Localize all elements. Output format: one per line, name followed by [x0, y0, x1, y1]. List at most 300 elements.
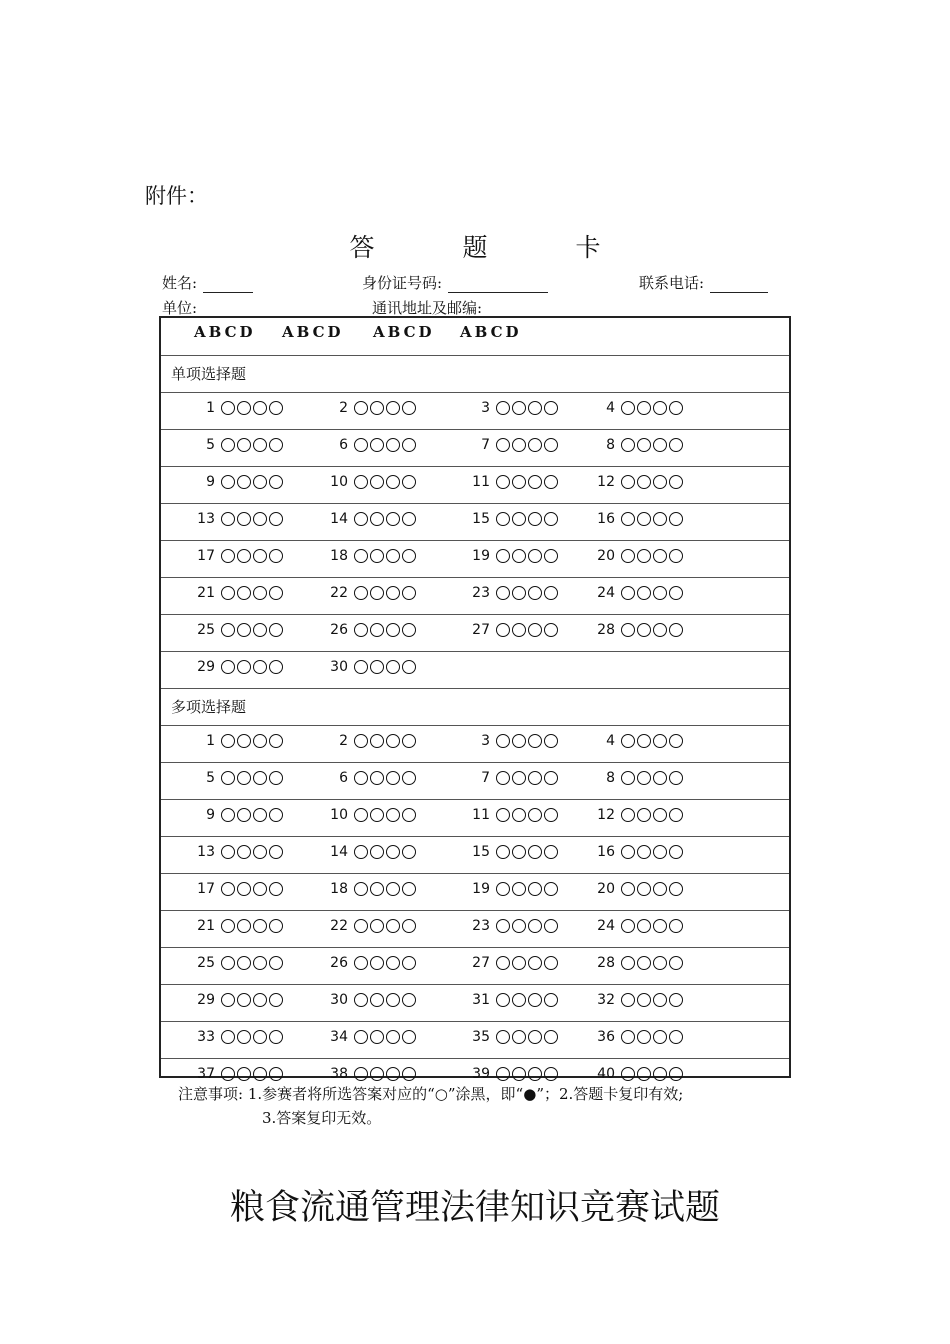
- option-a-bubble[interactable]: [496, 808, 510, 822]
- option-d-bubble[interactable]: [269, 993, 283, 1007]
- option-d-bubble[interactable]: [669, 1067, 683, 1081]
- option-b-bubble[interactable]: [370, 586, 384, 600]
- option-a-bubble[interactable]: [221, 993, 235, 1007]
- option-a-bubble[interactable]: [221, 956, 235, 970]
- option-d-bubble[interactable]: [669, 919, 683, 933]
- option-a-bubble[interactable]: [496, 475, 510, 489]
- option-d-bubble[interactable]: [544, 1030, 558, 1044]
- option-d-bubble[interactable]: [544, 993, 558, 1007]
- option-a-bubble[interactable]: [621, 623, 635, 637]
- option-d-bubble[interactable]: [269, 623, 283, 637]
- option-a-bubble[interactable]: [621, 993, 635, 1007]
- option-c-bubble[interactable]: [653, 623, 667, 637]
- option-b-bubble[interactable]: [237, 734, 251, 748]
- option-b-bubble[interactable]: [637, 771, 651, 785]
- option-c-bubble[interactable]: [653, 845, 667, 859]
- question-row: [161, 430, 789, 467]
- option-b-bubble[interactable]: [512, 549, 526, 563]
- option-a-bubble[interactable]: [354, 956, 368, 970]
- option-b-bubble[interactable]: [512, 956, 526, 970]
- option-a-bubble[interactable]: [354, 401, 368, 415]
- option-d-bubble[interactable]: [269, 1067, 283, 1081]
- option-d-bubble[interactable]: [269, 882, 283, 896]
- option-c-bubble[interactable]: [386, 956, 400, 970]
- option-b-bubble[interactable]: [237, 1067, 251, 1081]
- option-b-bubble[interactable]: [370, 475, 384, 489]
- option-d-bubble[interactable]: [669, 845, 683, 859]
- option-header-1: ABCD: [194, 323, 256, 341]
- option-c-bubble[interactable]: [653, 1067, 667, 1081]
- question-item: [324, 770, 418, 786]
- option-b-bubble[interactable]: [370, 512, 384, 526]
- option-a-bubble[interactable]: [354, 771, 368, 785]
- option-a-bubble[interactable]: [221, 586, 235, 600]
- option-c-bubble[interactable]: [653, 882, 667, 896]
- option-c-bubble[interactable]: [528, 401, 542, 415]
- option-d-bubble[interactable]: [544, 845, 558, 859]
- option-a-bubble[interactable]: [496, 401, 510, 415]
- option-b-bubble[interactable]: [237, 586, 251, 600]
- option-c-bubble[interactable]: [253, 919, 267, 933]
- option-a-bubble[interactable]: [621, 586, 635, 600]
- option-a-bubble[interactable]: [621, 475, 635, 489]
- option-d-bubble[interactable]: [544, 919, 558, 933]
- option-d-bubble[interactable]: [544, 586, 558, 600]
- option-d-bubble[interactable]: [544, 808, 558, 822]
- option-a-bubble[interactable]: [621, 1067, 635, 1081]
- option-a-bubble[interactable]: [221, 401, 235, 415]
- option-b-bubble[interactable]: [237, 882, 251, 896]
- option-c-bubble[interactable]: [253, 660, 267, 674]
- option-c-bubble[interactable]: [386, 512, 400, 526]
- option-a-bubble[interactable]: [354, 623, 368, 637]
- option-a-bubble[interactable]: [354, 512, 368, 526]
- option-b-bubble[interactable]: [237, 401, 251, 415]
- option-b-bubble[interactable]: [512, 438, 526, 452]
- option-b-bubble[interactable]: [370, 808, 384, 822]
- option-a-bubble[interactable]: [354, 438, 368, 452]
- option-b-bubble[interactable]: [512, 993, 526, 1007]
- option-d-bubble[interactable]: [402, 1067, 416, 1081]
- option-b-bubble[interactable]: [512, 771, 526, 785]
- option-b-bubble[interactable]: [637, 845, 651, 859]
- option-a-bubble[interactable]: [496, 734, 510, 748]
- question-item: [191, 585, 285, 601]
- option-c-bubble[interactable]: [528, 882, 542, 896]
- option-c-bubble[interactable]: [653, 438, 667, 452]
- option-b-bubble[interactable]: [637, 475, 651, 489]
- option-d-bubble[interactable]: [544, 438, 558, 452]
- option-d-bubble[interactable]: [402, 623, 416, 637]
- question-number: 7: [481, 437, 490, 453]
- option-d-bubble[interactable]: [402, 808, 416, 822]
- option-b-bubble[interactable]: [370, 401, 384, 415]
- option-d-bubble[interactable]: [402, 586, 416, 600]
- option-c-bubble[interactable]: [528, 919, 542, 933]
- option-a-bubble[interactable]: [354, 734, 368, 748]
- option-b-bubble[interactable]: [237, 808, 251, 822]
- option-c-bubble[interactable]: [386, 623, 400, 637]
- option-a-bubble[interactable]: [354, 475, 368, 489]
- option-c-bubble[interactable]: [253, 993, 267, 1007]
- option-a-bubble[interactable]: [221, 734, 235, 748]
- option-a-bubble[interactable]: [621, 1030, 635, 1044]
- option-c-bubble[interactable]: [386, 586, 400, 600]
- option-d-bubble[interactable]: [669, 623, 683, 637]
- option-d-bubble[interactable]: [669, 586, 683, 600]
- option-d-bubble[interactable]: [544, 734, 558, 748]
- phone-blank[interactable]: [710, 278, 768, 293]
- option-d-bubble[interactable]: [402, 438, 416, 452]
- option-b-bubble[interactable]: [237, 845, 251, 859]
- option-c-bubble[interactable]: [253, 401, 267, 415]
- option-a-bubble[interactable]: [496, 882, 510, 896]
- option-b-bubble[interactable]: [637, 808, 651, 822]
- option-b-bubble[interactable]: [237, 512, 251, 526]
- option-a-bubble[interactable]: [621, 512, 635, 526]
- option-c-bubble[interactable]: [528, 1030, 542, 1044]
- option-c-bubble[interactable]: [528, 512, 542, 526]
- option-a-bubble[interactable]: [496, 771, 510, 785]
- option-d-bubble[interactable]: [669, 1030, 683, 1044]
- option-b-bubble[interactable]: [237, 771, 251, 785]
- question-item: [191, 437, 285, 453]
- option-d-bubble[interactable]: [402, 845, 416, 859]
- option-d-bubble[interactable]: [544, 771, 558, 785]
- option-c-bubble[interactable]: [528, 808, 542, 822]
- option-a-bubble[interactable]: [221, 882, 235, 896]
- option-c-bubble[interactable]: [528, 623, 542, 637]
- option-c-bubble[interactable]: [528, 993, 542, 1007]
- option-c-bubble[interactable]: [253, 845, 267, 859]
- address-field: [372, 297, 780, 318]
- option-a-bubble[interactable]: [496, 512, 510, 526]
- option-a-bubble[interactable]: [221, 512, 235, 526]
- option-c-bubble[interactable]: [253, 586, 267, 600]
- option-b-bubble[interactable]: [237, 438, 251, 452]
- option-c-bubble[interactable]: [653, 771, 667, 785]
- option-c-bubble[interactable]: [528, 1067, 542, 1081]
- question-number: 23: [472, 918, 490, 934]
- option-a-bubble[interactable]: [621, 401, 635, 415]
- option-b-bubble[interactable]: [637, 1067, 651, 1081]
- option-c-bubble[interactable]: [253, 512, 267, 526]
- option-c-bubble[interactable]: [386, 438, 400, 452]
- option-b-bubble[interactable]: [512, 512, 526, 526]
- option-d-bubble[interactable]: [269, 401, 283, 415]
- option-c-bubble[interactable]: [528, 956, 542, 970]
- option-d-bubble[interactable]: [669, 438, 683, 452]
- option-a-bubble[interactable]: [221, 1067, 235, 1081]
- option-c-bubble[interactable]: [253, 549, 267, 563]
- option-c-bubble[interactable]: [653, 512, 667, 526]
- option-a-bubble[interactable]: [621, 919, 635, 933]
- option-a-bubble[interactable]: [354, 1067, 368, 1081]
- option-b-bubble[interactable]: [512, 586, 526, 600]
- option-d-bubble[interactable]: [544, 882, 558, 896]
- option-c-bubble[interactable]: [386, 845, 400, 859]
- option-a-bubble[interactable]: [354, 882, 368, 896]
- option-b-bubble[interactable]: [237, 993, 251, 1007]
- option-a-bubble[interactable]: [221, 475, 235, 489]
- option-c-bubble[interactable]: [386, 1067, 400, 1081]
- option-d-bubble[interactable]: [402, 993, 416, 1007]
- option-c-bubble[interactable]: [253, 956, 267, 970]
- option-c-bubble[interactable]: [653, 734, 667, 748]
- option-b-bubble[interactable]: [237, 660, 251, 674]
- option-c-bubble[interactable]: [386, 771, 400, 785]
- option-b-bubble[interactable]: [637, 623, 651, 637]
- option-c-bubble[interactable]: [253, 882, 267, 896]
- option-c-bubble[interactable]: [528, 734, 542, 748]
- option-b-bubble[interactable]: [512, 623, 526, 637]
- question-number: 13: [197, 844, 215, 860]
- option-b-bubble[interactable]: [370, 549, 384, 563]
- option-b-bubble[interactable]: [370, 734, 384, 748]
- option-c-bubble[interactable]: [528, 438, 542, 452]
- option-a-bubble[interactable]: [621, 808, 635, 822]
- option-d-bubble[interactable]: [269, 808, 283, 822]
- option-a-bubble[interactable]: [354, 1030, 368, 1044]
- option-d-bubble[interactable]: [669, 993, 683, 1007]
- option-d-bubble[interactable]: [544, 401, 558, 415]
- option-b-bubble[interactable]: [370, 1067, 384, 1081]
- question-number: 8: [606, 437, 615, 453]
- option-a-bubble[interactable]: [496, 956, 510, 970]
- option-c-bubble[interactable]: [653, 586, 667, 600]
- option-d-bubble[interactable]: [269, 845, 283, 859]
- option-b-bubble[interactable]: [637, 512, 651, 526]
- option-d-bubble[interactable]: [669, 475, 683, 489]
- option-d-bubble[interactable]: [669, 549, 683, 563]
- option-b-bubble[interactable]: [637, 1030, 651, 1044]
- option-a-bubble[interactable]: [221, 808, 235, 822]
- option-b-bubble[interactable]: [637, 586, 651, 600]
- option-b-bubble[interactable]: [512, 845, 526, 859]
- option-a-bubble[interactable]: [221, 919, 235, 933]
- option-c-bubble[interactable]: [253, 1067, 267, 1081]
- option-a-bubble[interactable]: [621, 771, 635, 785]
- option-a-bubble[interactable]: [496, 1030, 510, 1044]
- option-a-bubble[interactable]: [621, 845, 635, 859]
- option-b-bubble[interactable]: [637, 734, 651, 748]
- option-c-bubble[interactable]: [386, 1030, 400, 1044]
- option-d-bubble[interactable]: [402, 771, 416, 785]
- option-c-bubble[interactable]: [653, 993, 667, 1007]
- option-b-bubble[interactable]: [370, 623, 384, 637]
- option-c-bubble[interactable]: [253, 808, 267, 822]
- option-c-bubble[interactable]: [386, 660, 400, 674]
- option-d-bubble[interactable]: [269, 919, 283, 933]
- option-d-bubble[interactable]: [669, 734, 683, 748]
- option-d-bubble[interactable]: [544, 549, 558, 563]
- option-a-bubble[interactable]: [621, 438, 635, 452]
- option-d-bubble[interactable]: [544, 1067, 558, 1081]
- option-b-bubble[interactable]: [370, 771, 384, 785]
- option-d-bubble[interactable]: [269, 549, 283, 563]
- option-c-bubble[interactable]: [253, 734, 267, 748]
- option-b-bubble[interactable]: [512, 734, 526, 748]
- option-b-bubble[interactable]: [512, 1030, 526, 1044]
- option-c-bubble[interactable]: [528, 845, 542, 859]
- option-d-bubble[interactable]: [544, 512, 558, 526]
- name-blank[interactable]: [203, 278, 253, 293]
- option-a-bubble[interactable]: [496, 845, 510, 859]
- option-c-bubble[interactable]: [653, 401, 667, 415]
- option-d-bubble[interactable]: [402, 956, 416, 970]
- option-d-bubble[interactable]: [402, 734, 416, 748]
- option-c-bubble[interactable]: [386, 882, 400, 896]
- option-d-bubble[interactable]: [669, 882, 683, 896]
- option-b-bubble[interactable]: [370, 956, 384, 970]
- option-a-bubble[interactable]: [221, 438, 235, 452]
- option-d-bubble[interactable]: [269, 475, 283, 489]
- option-a-bubble[interactable]: [496, 549, 510, 563]
- option-a-bubble[interactable]: [621, 882, 635, 896]
- option-c-bubble[interactable]: [653, 549, 667, 563]
- option-c-bubble[interactable]: [528, 549, 542, 563]
- option-a-bubble[interactable]: [221, 1030, 235, 1044]
- option-a-bubble[interactable]: [354, 660, 368, 674]
- id-blank[interactable]: [448, 278, 548, 293]
- option-c-bubble[interactable]: [386, 549, 400, 563]
- option-a-bubble[interactable]: [354, 808, 368, 822]
- phone-field: [639, 272, 768, 293]
- option-b-bubble[interactable]: [237, 475, 251, 489]
- option-b-bubble[interactable]: [637, 993, 651, 1007]
- option-b-bubble[interactable]: [237, 623, 251, 637]
- option-c-bubble[interactable]: [386, 734, 400, 748]
- question-number: 12: [597, 807, 615, 823]
- option-d-bubble[interactable]: [669, 956, 683, 970]
- option-c-bubble[interactable]: [253, 623, 267, 637]
- option-b-bubble[interactable]: [370, 660, 384, 674]
- option-d-bubble[interactable]: [402, 1030, 416, 1044]
- option-b-bubble[interactable]: [370, 1030, 384, 1044]
- option-d-bubble[interactable]: [269, 734, 283, 748]
- option-c-bubble[interactable]: [653, 956, 667, 970]
- option-a-bubble[interactable]: [354, 845, 368, 859]
- question-number: 5: [206, 770, 215, 786]
- option-b-bubble[interactable]: [637, 919, 651, 933]
- exam-title: 粮食流通管理法律知识竞赛试题: [229, 1188, 720, 1228]
- option-a-bubble[interactable]: [621, 549, 635, 563]
- option-c-bubble[interactable]: [386, 808, 400, 822]
- option-a-bubble[interactable]: [496, 586, 510, 600]
- option-d-bubble[interactable]: [669, 512, 683, 526]
- option-d-bubble[interactable]: [402, 475, 416, 489]
- option-b-bubble[interactable]: [637, 438, 651, 452]
- option-a-bubble[interactable]: [496, 438, 510, 452]
- option-a-bubble[interactable]: [354, 993, 368, 1007]
- option-d-bubble[interactable]: [269, 660, 283, 674]
- option-b-bubble[interactable]: [512, 475, 526, 489]
- option-d-bubble[interactable]: [402, 660, 416, 674]
- option-a-bubble[interactable]: [354, 919, 368, 933]
- option-a-bubble[interactable]: [496, 1067, 510, 1081]
- option-d-bubble[interactable]: [269, 1030, 283, 1044]
- option-d-bubble[interactable]: [402, 512, 416, 526]
- option-d-bubble[interactable]: [544, 956, 558, 970]
- option-a-bubble[interactable]: [221, 623, 235, 637]
- option-d-bubble[interactable]: [669, 401, 683, 415]
- option-b-bubble[interactable]: [370, 882, 384, 896]
- option-a-bubble[interactable]: [496, 623, 510, 637]
- option-b-bubble[interactable]: [237, 1030, 251, 1044]
- option-d-bubble[interactable]: [544, 475, 558, 489]
- option-d-bubble[interactable]: [402, 919, 416, 933]
- option-b-bubble[interactable]: [637, 956, 651, 970]
- option-b-bubble[interactable]: [237, 919, 251, 933]
- question-item: [324, 474, 418, 490]
- question-row: [161, 985, 789, 1022]
- option-c-bubble[interactable]: [253, 475, 267, 489]
- option-d-bubble[interactable]: [669, 808, 683, 822]
- option-b-bubble[interactable]: [512, 808, 526, 822]
- option-c-bubble[interactable]: [653, 1030, 667, 1044]
- option-d-bubble[interactable]: [402, 401, 416, 415]
- option-c-bubble[interactable]: [386, 401, 400, 415]
- option-c-bubble[interactable]: [653, 808, 667, 822]
- option-c-bubble[interactable]: [653, 919, 667, 933]
- option-d-bubble[interactable]: [269, 512, 283, 526]
- option-c-bubble[interactable]: [653, 475, 667, 489]
- question-number: 9: [206, 474, 215, 490]
- option-b-bubble[interactable]: [512, 919, 526, 933]
- option-c-bubble[interactable]: [528, 475, 542, 489]
- option-a-bubble[interactable]: [354, 549, 368, 563]
- option-b-bubble[interactable]: [370, 919, 384, 933]
- option-b-bubble[interactable]: [370, 993, 384, 1007]
- option-a-bubble[interactable]: [221, 845, 235, 859]
- option-a-bubble[interactable]: [221, 771, 235, 785]
- option-d-bubble[interactable]: [402, 882, 416, 896]
- option-a-bubble[interactable]: [221, 549, 235, 563]
- option-d-bubble[interactable]: [269, 586, 283, 600]
- option-c-bubble[interactable]: [253, 771, 267, 785]
- option-c-bubble[interactable]: [253, 1030, 267, 1044]
- option-a-bubble[interactable]: [221, 660, 235, 674]
- option-c-bubble[interactable]: [528, 771, 542, 785]
- option-b-bubble[interactable]: [237, 956, 251, 970]
- option-c-bubble[interactable]: [528, 586, 542, 600]
- option-d-bubble[interactable]: [402, 549, 416, 563]
- option-b-bubble[interactable]: [370, 845, 384, 859]
- option-b-bubble[interactable]: [637, 549, 651, 563]
- option-b-bubble[interactable]: [237, 549, 251, 563]
- option-a-bubble[interactable]: [496, 919, 510, 933]
- option-d-bubble[interactable]: [269, 956, 283, 970]
- option-b-bubble[interactable]: [512, 401, 526, 415]
- option-c-bubble[interactable]: [386, 475, 400, 489]
- option-d-bubble[interactable]: [269, 771, 283, 785]
- option-a-bubble[interactable]: [621, 956, 635, 970]
- option-b-bubble[interactable]: [512, 1067, 526, 1081]
- option-b-bubble[interactable]: [370, 438, 384, 452]
- option-d-bubble[interactable]: [269, 438, 283, 452]
- option-d-bubble[interactable]: [669, 771, 683, 785]
- option-a-bubble[interactable]: [354, 586, 368, 600]
- option-c-bubble[interactable]: [386, 993, 400, 1007]
- option-b-bubble[interactable]: [637, 401, 651, 415]
- option-b-bubble[interactable]: [637, 882, 651, 896]
- option-a-bubble[interactable]: [496, 993, 510, 1007]
- option-d-bubble[interactable]: [544, 623, 558, 637]
- option-c-bubble[interactable]: [386, 919, 400, 933]
- option-a-bubble[interactable]: [621, 734, 635, 748]
- option-c-bubble[interactable]: [253, 438, 267, 452]
- option-b-bubble[interactable]: [512, 882, 526, 896]
